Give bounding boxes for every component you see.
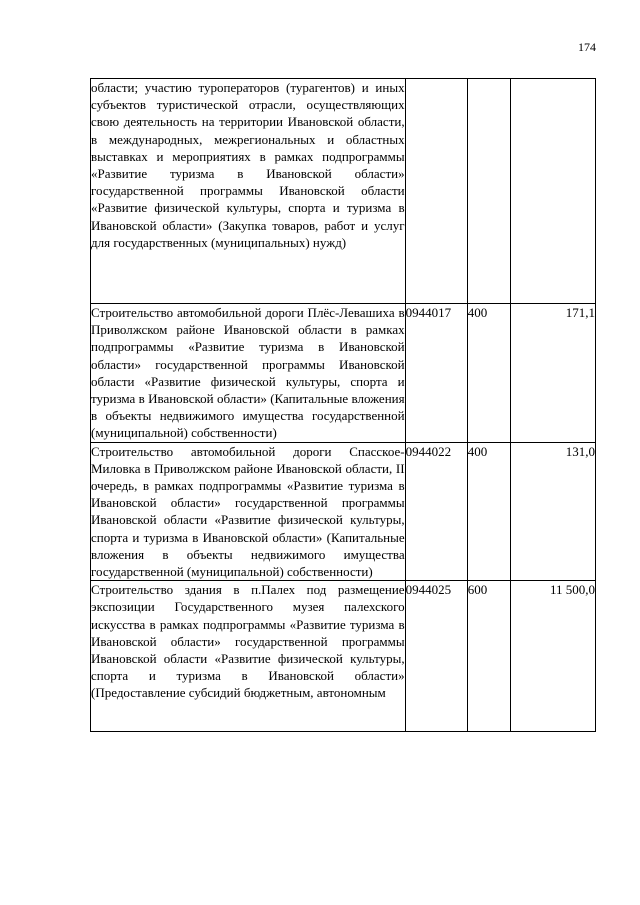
row-amount: [511, 79, 596, 304]
row-expense-type: 400: [467, 304, 511, 443]
row-target-code: 0944022: [405, 442, 467, 581]
row-target-code: 0944025: [405, 581, 467, 732]
budget-table: [90, 78, 596, 732]
row-description: Строительство автомобильной дороги Спасское-Миловка в Приволжском районе Ивановской области, II очередь, в рамках подпрограммы «Развитие туризма в Ивановской области» государственной программы Ивановской области «Развитие физической культуры, спорта и туризма в Ивановской области» (Капитальные вложения в объекты недвижимого имущества государственной (муниципальной) собственности): [91, 443, 405, 580]
row-description: Строительство здания в п.Палех под размещение экспозиции Государственного музея палехского искусства в рамках подпрограммы «Развитие туризма в Ивановской области» государственной программы Ивановской области «Развитие физической культуры, спорта и туризма в Ивановской области» (Предоставление субсидий бюджетным, автономным: [91, 581, 406, 732]
page-number: 174: [578, 40, 596, 54]
table-row: [91, 79, 596, 304]
row-amount: 171,1: [511, 304, 596, 443]
row-amount: 131,0: [511, 442, 596, 581]
row-amount: 11 500,0: [511, 581, 596, 732]
table-row: [91, 442, 596, 581]
row-expense-type: 400: [467, 442, 511, 581]
row-expense-type: [467, 79, 511, 304]
row-description: области; участию туроператоров (турагентов) и иных субъектов туристической отрасли, осуществляющих свою деятельность на территории Ивановской области, в международных, межрегиональных и областных выставках и мероприятиях в рамках подпрограммы «Развитие туризма в Ивановской области» государственной программы Ивановской области «Развитие физической культуры, спорта и туризма в Ивановской области» (Закупка товаров, работ и услуг для государственных (муниципальных) нужд): [91, 79, 406, 304]
row-expense-type: 600: [467, 581, 511, 732]
row-target-code: [405, 79, 467, 304]
table-row: [91, 304, 596, 443]
table-row: [91, 581, 596, 732]
row-target-code: 0944017: [405, 304, 467, 443]
row-description: Строительство автомобильной дороги Плёс-Левашиха в Приволжском районе Ивановской области в рамках подпрограммы «Развитие туризма в Ивановской области» государственной программы Ивановской области «Развитие физической культуры, спорта и туризма в Ивановской области» (Капитальные вложения в объекты недвижимого имущества государственной (муниципальной) собственности): [91, 305, 405, 441]
